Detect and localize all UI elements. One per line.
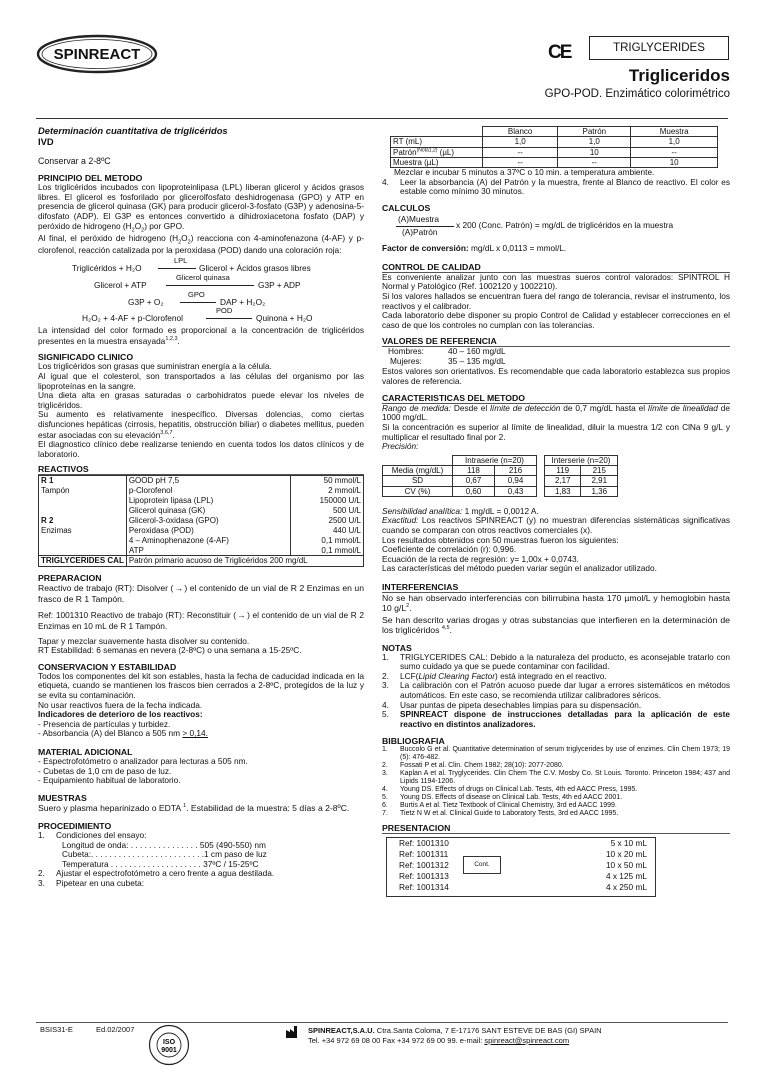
- section-principle: PRINCIPIO DEL METODO: [38, 173, 143, 184]
- reagent-row: 4 – Aminophenazone (4-AF) 0,1 mmol/L: [39, 536, 364, 546]
- right-column: [382, 126, 730, 897]
- procedure-step: 1. Condiciones del ensayo: Longitud de onda: . . . . . . . . . . . . . . . 505 (490-550) nm Cubeta:. . . . . . . . . . . . . . . . . . . . . . . . .1 cm paso de luz Temperatura . . . . . . . . . . . . . . . . . . . . 37ºC / 15-25ºC: [38, 830, 267, 869]
- company-info: SPINREACT,S.A.U. Ctra.Santa Coloma, 7 E-17176 SANT ESTEVE DE BAS (GI) SPAIN Tel. +34 972 69 08 00 Fax +34 972 69 00 99. e-mail: spinreact@spinreact.com: [308, 1026, 602, 1045]
- accuracy-p5: Las características del método pueden variar según el analizador utilizado.: [382, 563, 657, 574]
- storage-p1: Todos los componentes del kit son estables, hasta la fecha de caducidad indicada en la etiqueta, cuando se mantienen los frascos bien cerrados a 2-8ºC, protegidos de la luz y se evita su contaminación.: [38, 670, 364, 701]
- material-item: - Cubetas de 1,0 cm de paso de luz.: [38, 765, 172, 776]
- principle-p3: La intensidad del color formado es proporcional a la concentración de triglicéridos presentes en la muestra ensayada$^{1,2,3}$.: [38, 325, 364, 346]
- section-notes: NOTAS: [382, 642, 412, 653]
- material-list: [38, 757, 364, 786]
- reaction-4: H₂O₂ + 4-AF + p-Clorofenol POD Quinona + H₂O: [82, 306, 313, 324]
- product-tag: TRIGLYCERIDES: [589, 36, 729, 60]
- section-samples: MUESTRAS: [38, 793, 87, 804]
- section-material: MATERIAL ADICIONAL: [38, 747, 133, 758]
- pip-head: Blanco: [483, 127, 558, 137]
- reference-note: Estos valores son orientativos. Es recomendable que cada laboratorio establezca sus propios valores de referencia.: [382, 366, 730, 387]
- presentation-row: Ref: 1001310 5 x 10 mL: [399, 837, 647, 848]
- reagents-table: [38, 475, 364, 566]
- reagent-row: Enzimas Peroxidasa (POD) 440 U/L: [39, 526, 364, 536]
- bibliography-list: [382, 746, 730, 819]
- section-reference: VALORES DE REFERENCIA: [382, 336, 730, 347]
- interf-p1: No se han observado interferencias con bilirrubina hasta 170 µmol/L y hemoglobin hasta 10 $g/L^2$.: [382, 593, 730, 614]
- brand-text: SPINREACT: [53, 46, 141, 63]
- conversion-factor: Factor de conversión: mg/dL x 0,0113 = mmol/L.: [382, 242, 567, 253]
- page-title: Trigliceridos: [628, 66, 730, 85]
- bibliography-item: 5. Young DS. Effects of disease on Clinical Lab. Tests, 4th ed AACC 2001.: [382, 794, 623, 802]
- arrow-icon: →: [174, 582, 184, 593]
- arrow-icon: →: [237, 609, 246, 620]
- reaction-2: Glicerol + ATP Glicerol quinasa G3P + ADP: [94, 273, 301, 291]
- reference-women: Mujeres: 35 – 135 mg/dL: [390, 356, 506, 367]
- section-characteristics: CARACTERISTICAS DEL METODO: [382, 393, 730, 404]
- section-clinical: SIGNIFICADO CLINICO: [38, 352, 134, 363]
- material-item: - Espectrofotómetro o analizador para lecturas a 505 nm.: [38, 756, 248, 767]
- bibliography-item: 7. Tietz N W et al. Clinical Guide to Laboratory Tests, 3rd ed AACC 1995.: [382, 810, 619, 818]
- presentation-row: Ref: 1001313 4 x 125 mL: [399, 870, 647, 881]
- email-link[interactable]: spinreact@spinreact.com: [484, 1035, 570, 1045]
- ce-mark: CE: [548, 42, 571, 63]
- quality-p3: Cada laboratorio debe disponer su propio Control de Calidad y establecer correcciones en el caso de que los controles no cumplan con las tolerancias.: [382, 310, 730, 330]
- range-text: Rango de medida: Desde el límite de detección de 0,7 mg/dL hasta el límite de linealidad de 1000 mg/dL.: [382, 402, 730, 423]
- bibliography-item: 1. Buccolo G et al. Quantitative determination of serum triglycerides by use of enzimes. Clin Chem 1973; 19 (5): 476-482.: [382, 745, 730, 761]
- reagent-row: R 2 Glicerol-3-oxidasa (GPO) 2500 U/L: [39, 516, 364, 526]
- procedure-step-4: 4. Leer la absorbancia (A) del Patrón y la muestra, frente al Blanco de reactivo. El color es estable como mínimo 30 minutos.: [382, 176, 730, 197]
- section-calculations: CALCULOS: [382, 202, 431, 213]
- note-item: 2. LCF(Lipid Clearing Factor) está integrado en el reactivo.: [382, 670, 607, 681]
- reagent-row: ATP 0,1 mmol/L: [39, 546, 364, 556]
- deterioration-heading: Indicadores de deterioro de los reactivos:: [38, 709, 203, 720]
- reagent-row: Lipoprotein lipasa (LPL) 150000 U/L: [39, 496, 364, 506]
- precision-label: Precisión:: [382, 441, 419, 452]
- pip-row-label: Patrón$^{(Nota1,2)}$ (µL): [391, 147, 483, 157]
- procedure-step: 3. Pipetear en una cubeta:: [38, 878, 145, 889]
- quality-p2: Si los valores hallados se encuentran fuera del rango de tolerancia, revisar el instrumento, los reactivos y el calibrador.: [382, 290, 730, 311]
- pipetting-table: Blanco Patrón Muestra RT (mL) 1,0 1,0 1,0 Patrón$^{(Nota1,2)}$ (µL) -- 10 -- Muestra (µL) -- -- 10: [390, 126, 718, 168]
- footer-divider: [36, 1022, 728, 1023]
- notes-list: [382, 653, 730, 730]
- presentation-box: [386, 837, 656, 897]
- section-interferences: INTERFERENCIAS: [382, 582, 730, 593]
- section-bibliography: BIBLIOGRAFIA: [382, 735, 445, 746]
- storage-note: Conservar a 2-8ºC: [38, 155, 111, 166]
- storage-p2: No usar reactivos fuera de la fecha indicada.: [38, 699, 203, 710]
- section-reagents: REACTIVOS: [38, 464, 364, 475]
- iso-seal: [148, 1024, 190, 1066]
- reference-men: Hombres: 40 – 160 mg/dL: [388, 346, 506, 357]
- header-divider: [36, 118, 728, 119]
- procedure-step: 2. Ajustar el espectrofotómetro a cero frente a agua destilada.: [38, 868, 275, 879]
- principle-p1: Los triglicéridos incubados con lipoproteinlipasa (LPL) liberan glicerol y ácidos grasos libres. El glicerol es fosforilado por glicerolfosfato deshidrogenasa (GPO) y ATP en presencia de glicerol quinasa (GK) para producir glicerol-3-fosfato (G3P) y adenosina-5-difosfato (ADP). El G3P es entonces convertido a dihidroxiacetona fosfato (DAP) y peróxido de hidrogeno $(H_2O_2)$ por GPO.: [38, 182, 364, 234]
- calculation-formula: (A)Muestra (A)Patrón x 200 (Conc. Patrón) = mg/dL de triglicéridos en la muestra: [398, 213, 674, 237]
- sensitivity: Sensibilidad analítica: 1 mg/dL = 0,0012 A.: [382, 505, 539, 516]
- clinical-p2: Al igual que el colesterol, son transportados a las células del organismo por las lipoproteínas en la sangre.: [38, 370, 364, 391]
- spinreact-logo: [36, 34, 158, 74]
- incubation-note: Mezclar e incubar 5 minutos a 37ºC o 10 min. a temperatura ambiente.: [394, 167, 655, 178]
- section-procedure: PROCEDIMIENTO: [38, 820, 112, 831]
- note-item: 1. TRIGLYCERIDES CAL: Debido a la naturaleza del producto, es aconsejable tratarlo con sumo cuidado ya que se puede contaminar con facilidad.: [382, 651, 730, 672]
- precision-intra: Intraserie (n=20) Media (mg/dL) 118 216 SD 0,67 0,94 CV (%) 0,60 0,43: [382, 455, 537, 497]
- precision-tables: [382, 455, 730, 507]
- reagent-row: Glicerol quinasa (GK) 500 U/L: [39, 506, 364, 516]
- reaction-1: Triglicéridos + H₂O LPL Glicerol + Ácidos grasos libres: [72, 256, 311, 274]
- section-preparation: PREPARACION: [38, 572, 102, 583]
- bibliography-item: 4. Young DS. Effects of drugs on Clinical Lab. Tests, 4th ed AACC Press, 1995.: [382, 786, 638, 794]
- accuracy-p2: Los resultados obtenidos con 50 muestras fueron los siguientes:: [382, 534, 619, 545]
- prep-p4: RT Estabilidad: 6 semanas en nevera (2-8ºC) o una semana a 15-25ºC.: [38, 645, 302, 656]
- precision-inter: Interserie (n=20) 119 215 2,17 2,91 1,83 1,36: [544, 455, 618, 497]
- doc-code: BSIS31-E: [40, 1025, 73, 1034]
- note-item: 4. Usar puntas de pipeta desechables limpias para su dispensación.: [382, 699, 642, 710]
- bibliography-item: 2. Fossati P et al. Clin. Chem 1982; 28(10): 2077-2080.: [382, 761, 564, 769]
- contents-label: Cont.: [463, 856, 501, 874]
- pip-row-label: RT (mL): [391, 137, 483, 147]
- procedure-list: [38, 831, 364, 889]
- accuracy-p4: Ecuación de la recta de regresión: y= 1,00x + 0,0743.: [382, 553, 579, 564]
- main-heading: Determinación cuantitativa de triglicéridos: [38, 125, 228, 136]
- principle-p2: Al final, el peróxido de hidrogeno $(H_2O_2)$ reacciona con 4-aminofenazona (4-AF) y p-clorofenol, reacción catalizada por la peroxidasa (POD) dando una coloración roja:: [38, 232, 364, 255]
- pip-head: Muestra: [631, 127, 718, 137]
- prep-p1: Reactivo de trabajo (RT): Disolver (→) el contenido de un vial de R 2 Enzimas en un frasco de R 1 Tampón.: [38, 582, 364, 604]
- edition: Ed.02/2007: [96, 1025, 135, 1034]
- prep-p2: Ref: 1001310 Reactivo de trabajo (RT): Reconstituir (→) el contenido de un vial de R 2 Enzimas en 10 mL de R 1 Tampón.: [38, 609, 365, 631]
- presentation-row: Ref: 1001311 10 x 20 mL: [399, 848, 647, 859]
- interf-p2: Se han descrito varias drogas y otras substancias que interfieren en la determinación de los triglicéridos $^{4,5}$.: [382, 615, 730, 636]
- clinical-p1: Los triglicéridos son grasas que suministran energía a la célula.: [38, 361, 272, 372]
- presentation-row: Ref: 1001314 4 x 250 mL: [399, 881, 647, 892]
- reaction-3: G3P + O₂ GPO DAP + H₂O₂: [128, 290, 266, 308]
- accuracy-p1: Exactitud: Los reactivos SPINREACT (y) no muestran diferencias sistemáticas significativas cuando se comparan con otros reactivos comerciales (x).: [382, 515, 730, 536]
- deterioration-item: - Presencia de partículas y turbidez.: [38, 718, 171, 729]
- prep-p3: Tapar y mezclar suavemente hasta disolver su contenido.: [38, 635, 250, 646]
- clinical-p5: El diagnostico clínico debe realizarse teniendo en cuenta todos los datos clínicos y de laboratorio.: [38, 438, 364, 459]
- section-quality: CONTROL DE CALIDAD: [382, 262, 730, 273]
- pip-row-label: Muestra (µL): [391, 157, 483, 167]
- svg-text:ISO: ISO: [162, 1039, 176, 1046]
- page-subtitle: GPO-POD. Enzimático colorimétrico: [544, 88, 730, 100]
- factory-icon: [286, 1026, 300, 1038]
- left-column: [38, 126, 364, 889]
- accuracy-p3: Coeficiente de correlación (r): 0,996.: [382, 544, 517, 555]
- reagent-row: R 1 GOOD pH 7,5 50 mmol/L: [39, 476, 364, 486]
- ivd-label: IVD: [38, 135, 54, 147]
- samples-text: Suero y plasma heparinizado o EDTA $^1$. Estabilidad de la muestra: 5 días a 2-8ºC.: [38, 802, 350, 813]
- clinical-p4: Su aumento es relativamente inespecífico. Diversas dolencias, como ciertas disfunciones hepáticas (cirrosis, hepatitis, obstrucción biliar) o diabetes mellitus, pueden estar asociadas con su elevación$^{3,6,7}$.: [38, 409, 364, 440]
- reagent-row: Tampón p-Clorofenol 2 mmol/L: [39, 486, 364, 496]
- note-item: 3. La calibración con el Patrón acuoso puede dar lugar a errores sistemáticos en métodos automáticos. En este caso, se recomienda utilizar calibradores séricos.: [382, 680, 730, 701]
- quality-p1: Es conveniente analizar junto con las muestras sueros control valorados: SPINTROL H Normal y Patológico (Ref. 1002120 y 1002210).: [382, 271, 730, 292]
- dilution-text: Si la concentración es superior al límite de linealidad, diluir la muestra 1/2 con ClNa 9 g/L y multiplicar el resultado final por 2.: [382, 421, 730, 442]
- pip-head: Patrón: [558, 127, 631, 137]
- presentation-row: Ref: 1001312 10 x 50 mL: [399, 859, 647, 870]
- reagent-row-cal: TRIGLYCERIDES CAL Patrón primario acuoso de Triglicéridos 200 mg/dL: [39, 556, 364, 566]
- note-item: 5. SPINREACT dispone de instrucciones detalladas para la aplicación de este reactivo en distintos analizadores.: [382, 709, 730, 729]
- bibliography-item: 6. Burtis A et al. Tietz Textbook of Clinical Chemistry, 3rd ed AACC 1999.: [382, 802, 617, 810]
- deterioration-item: - Absorbancia (A) del Blanco a 505 nm > 0,14.: [38, 728, 208, 739]
- bibliography-item: 3. Kaplan A et al. Tryglycerides. Clin Chem The C.V. Mosby Co. St Louis. Toronto. Princeton 1984; 437 and Lipids 1194-1206.: [382, 769, 730, 786]
- clinical-p3: Una dieta alta en grasas saturadas o carbohidratos puede elevar los niveles de triglicéridos.: [38, 390, 364, 410]
- svg-text:9001: 9001: [161, 1047, 177, 1054]
- section-presentation: PRESENTACION: [382, 823, 730, 834]
- section-storage: CONSERVACION Y ESTABILIDAD: [38, 661, 177, 672]
- material-item: - Equipamiento habitual de laboratorio.: [38, 775, 181, 786]
